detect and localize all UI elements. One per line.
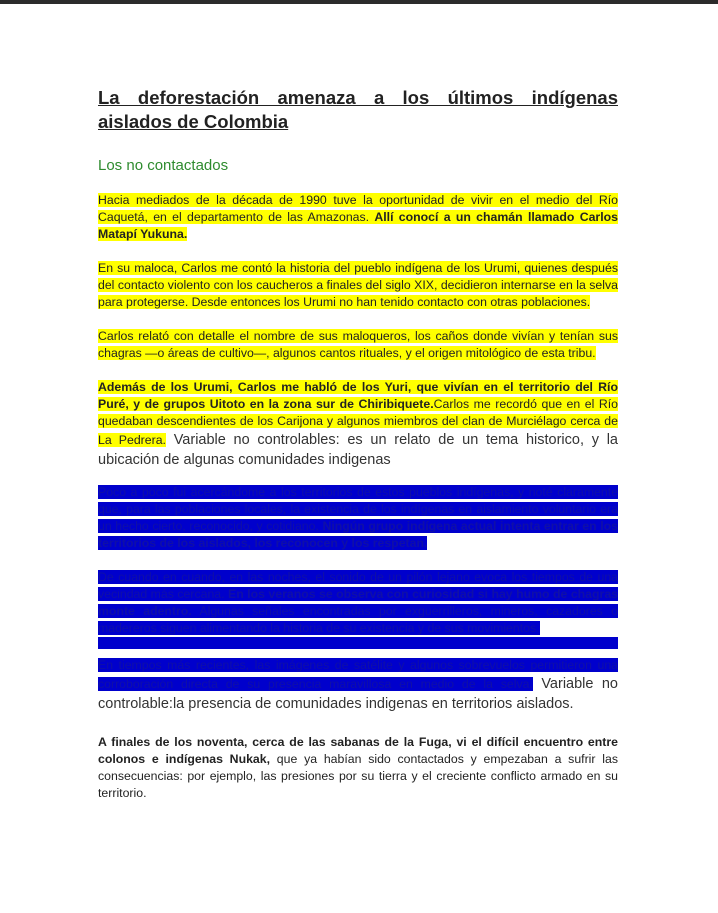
paragraph-6-bold: En los veranos se observa con curiosidad si hay humo de chagras monte adentro. bbox=[98, 587, 618, 618]
paragraph-6-text-2: Algunas señales encontradas por exguerrilleros, mineros, cazadores o madereros siguen alimentando la historia de su existencia y de sus movimientos. bbox=[98, 604, 618, 635]
paragraph-5-bold: Ningún grupo indígena actual intenta entrar en los territorios de los aislados, los reconocen y los respetan. bbox=[98, 519, 618, 550]
window-top-border bbox=[0, 0, 718, 4]
paragraph-3-text: Carlos relató con detalle el nombre de sus maloqueros, los caños donde vivían y tenían sus chagras —o áreas de cultivo—, algunos cantos rituales, y el origen mitológico de esta tribu. bbox=[98, 329, 618, 360]
paragraph-8-bold: A finales de los noventa, cerca de las sabanas de la Fuga, vi el difícil encuentro entre colonos e indígenas Nukak, bbox=[98, 735, 618, 766]
paragraph-3 bbox=[98, 328, 618, 362]
highlighted-empty-line bbox=[98, 637, 618, 649]
paragraph-5 bbox=[98, 484, 618, 552]
paragraph-7-text: En tiempos más recientes, las imágenes de satélite y algunos sobrevuelos permitieron una corroboración directa de su presencia maravillosa en medio de la selva. bbox=[98, 658, 618, 691]
paragraph-4-text: Carlos me recordó que en el Río quedaban descendientes de los Carijona y algunos miembros del clan de Murciélago cerca de La Pedrera. bbox=[98, 397, 618, 447]
paragraph-6 bbox=[98, 569, 618, 637]
paragraph-4-comment: Variable no controlables: es un relato de un tema historico, y la ubicación de algunas comunidades indigenas bbox=[98, 432, 618, 468]
paragraph-4 bbox=[98, 379, 618, 470]
document-title: La deforestación amenaza a los últimos indígenas aislados de Colombia bbox=[98, 87, 618, 132]
document-page bbox=[98, 86, 618, 802]
paragraph-8-text: que ya habían sido contactados y empezaban a sufrir las consecuencias: por ejemplo, las presiones por su tierra y el creciente conflicto armado en su territorio. bbox=[98, 752, 618, 800]
paragraph-7 bbox=[98, 657, 618, 714]
paragraph-6-text-1: De cuando en cuando, en las noches, el sonido de un pilón lejano evoca los tiempos de una vecindad más cercana. bbox=[98, 570, 618, 601]
paragraph-2-text: En su maloca, Carlos me contó la historia del pueblo indígena de los Urumi, quienes después del contacto violento con los caucheros a finales del siglo XIX, decidieron internarse en la selva para protegerse. Desde entonces los Urumi no han tenido contacto con otras poblaciones. bbox=[98, 261, 618, 309]
paragraph-8 bbox=[98, 734, 618, 802]
section-heading: Los no contactados bbox=[98, 157, 229, 174]
paragraph-1 bbox=[98, 192, 618, 243]
paragraph-7-comment: Variable no controlable:la presencia de comunidades indigenas en territorios aislados. bbox=[98, 676, 618, 712]
paragraph-4-bold: Además de los Urumi, Carlos me habló de los Yuri, que vivían en el territorio del Río Puré, y de grupos Uitoto en la zona sur de Chiribiquete. bbox=[98, 380, 618, 411]
paragraph-1-bold: Allí conocí a un chamán llamado Carlos Matapí Yukuna. bbox=[98, 210, 618, 241]
paragraph-2 bbox=[98, 260, 618, 311]
paragraph-5-text: Poco a poco fui acercándome a los territorios de estos pueblos indígenas, y noté claramente que, para las poblaciones locales, la existencia de los indígenas en aislamiento voluntario era un hecho cierto, reconocido, y cotidiano. bbox=[98, 485, 618, 533]
paragraph-1-text: Hacia mediados de la década de 1990 tuve la oportunidad de vivir en el medio del Río Caquetá, en el departamento de las Amazonas. bbox=[98, 193, 618, 224]
